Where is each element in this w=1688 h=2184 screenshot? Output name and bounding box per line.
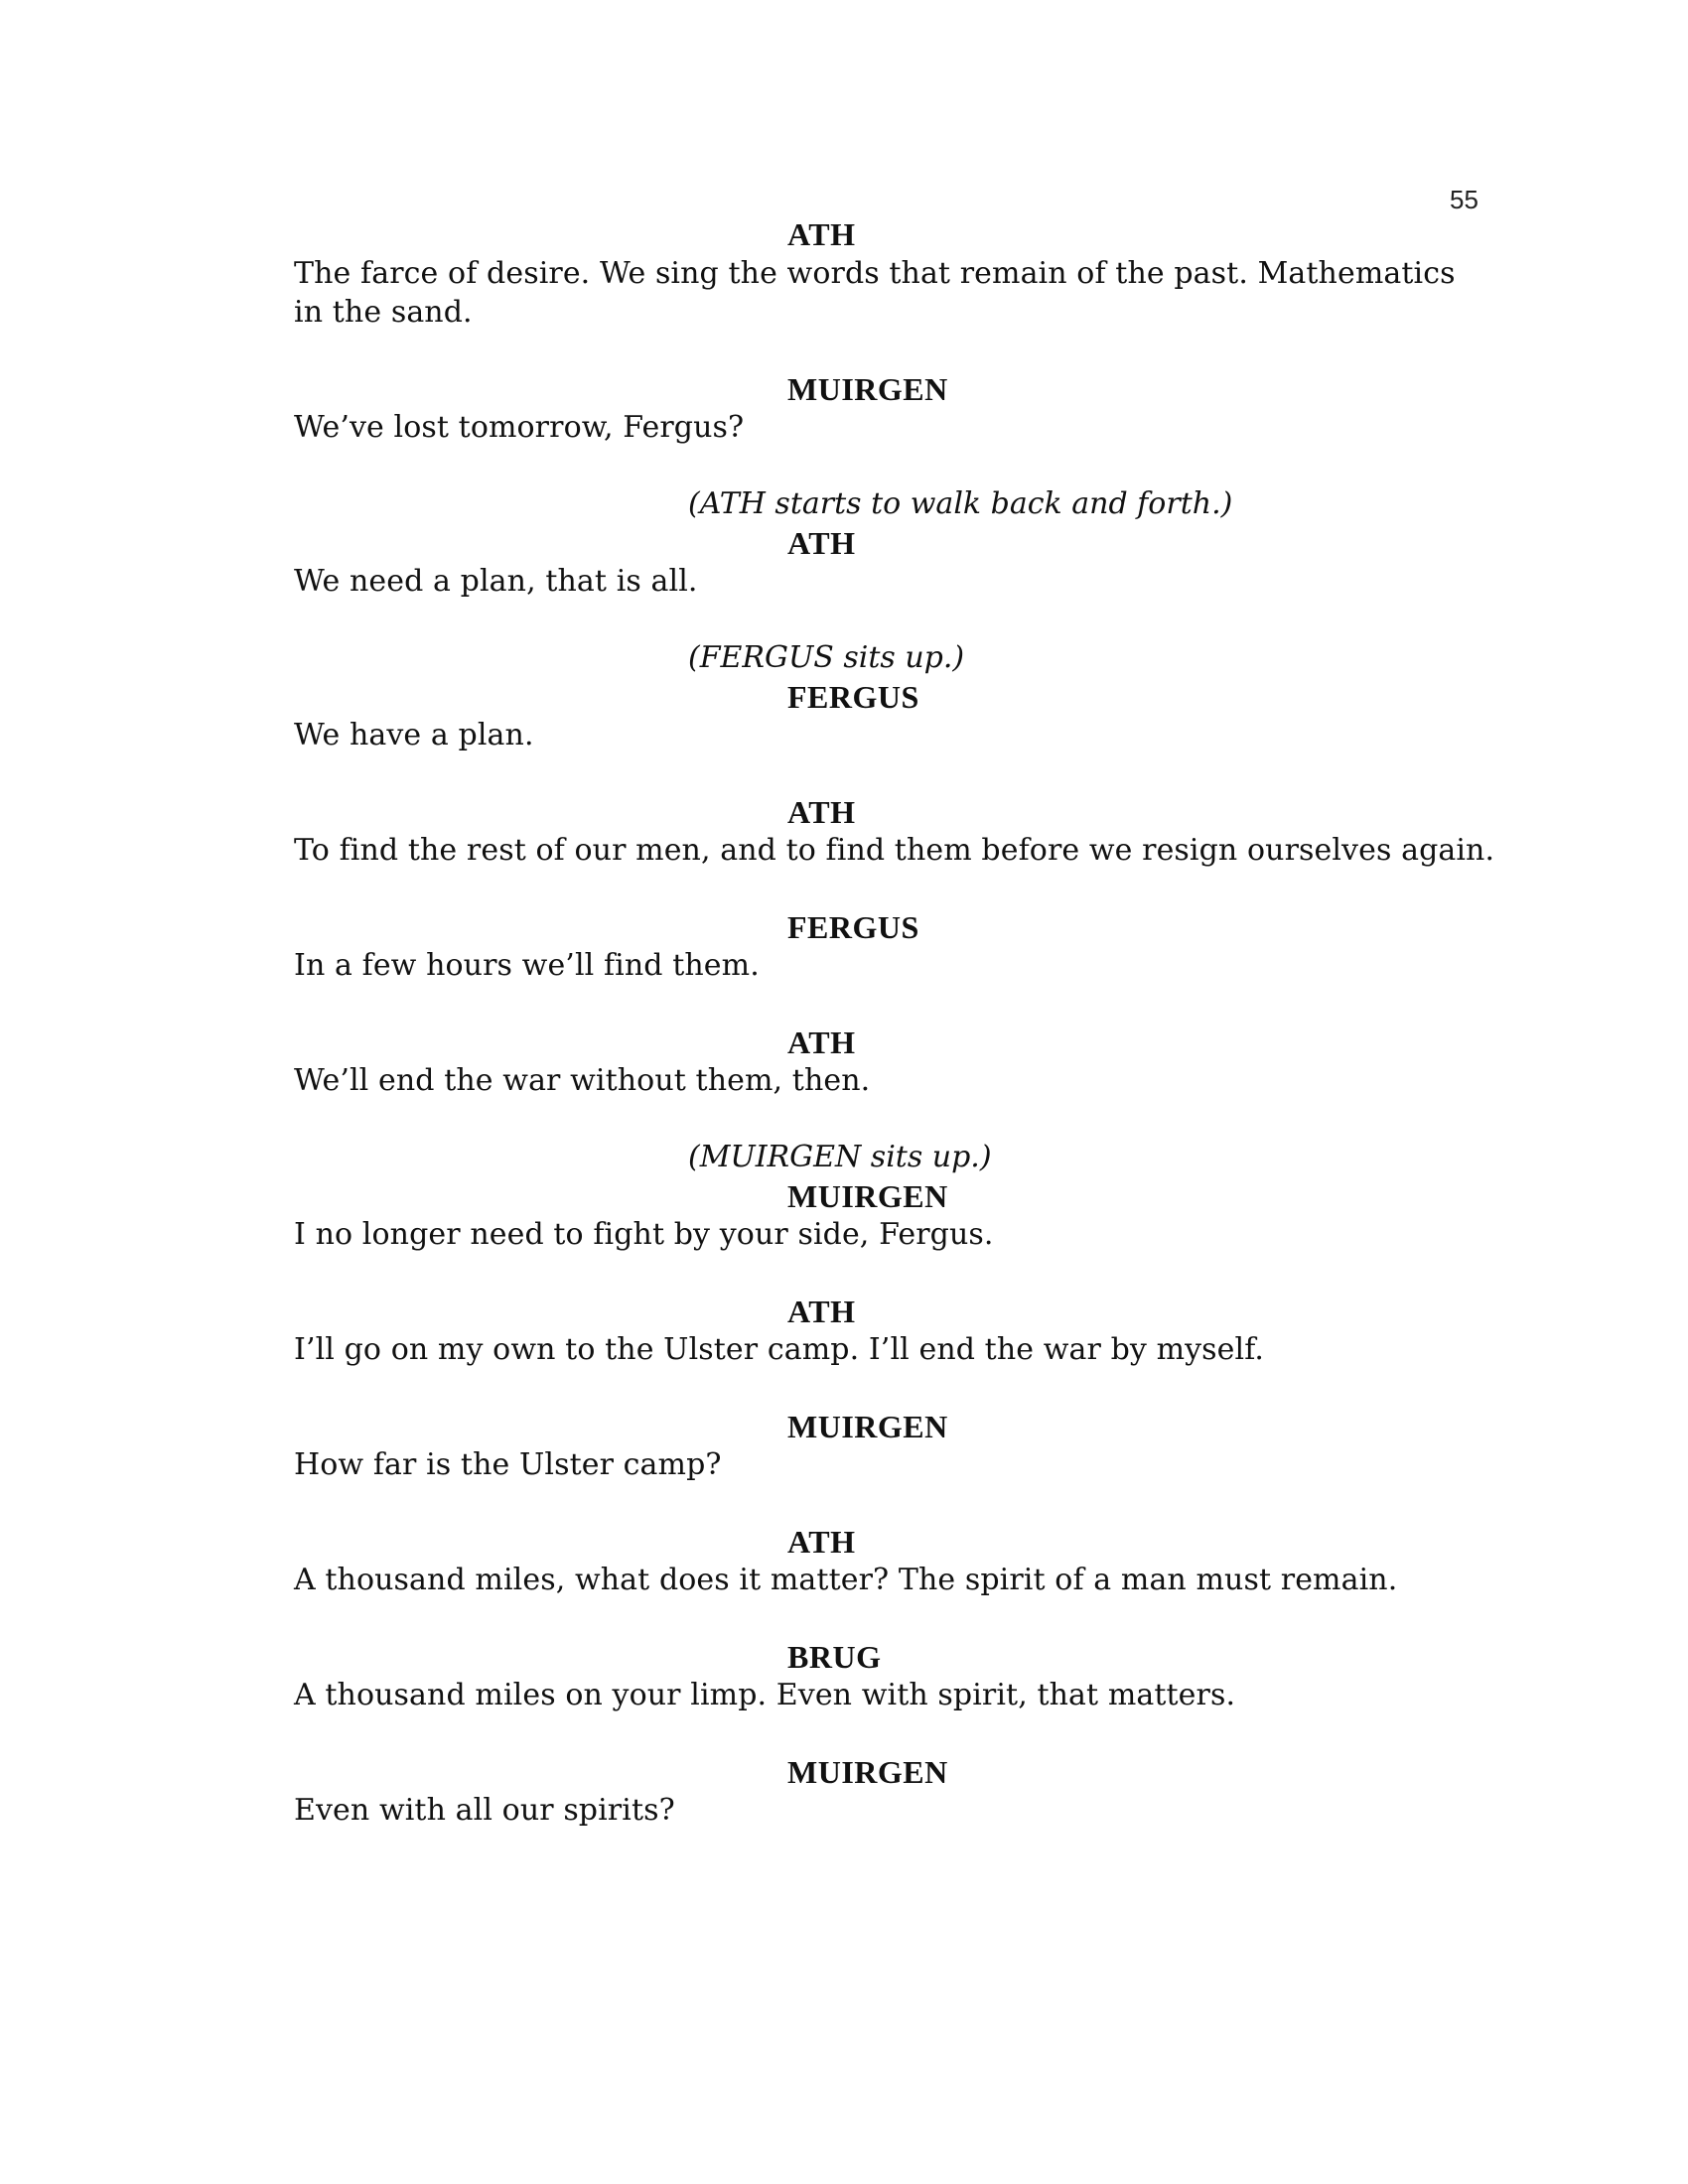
stage-direction: (FERGUS sits up.): [688, 640, 965, 675]
speaker-name: ATH: [787, 1294, 856, 1329]
speaker-name: FERGUS: [787, 909, 919, 945]
speaker-name: ATH: [787, 525, 856, 561]
speaker-name: ATH: [787, 1524, 856, 1560]
dialogue-line: The farce of desire. We sing the words that remain of the past. Mathematics in the sand.: [294, 256, 1456, 330]
speaker-name: ATH: [787, 216, 856, 252]
dialogue-line: How far is the Ulster camp?: [294, 1447, 722, 1482]
speaker-name: FERGUS: [787, 679, 919, 715]
speaker-name: MUIRGEN: [787, 1409, 948, 1444]
dialogue-line: I’ll go on my own to the Ulster camp. I’ll end the war by myself.: [294, 1332, 1264, 1367]
dialogue-line: We have a plan.: [294, 718, 534, 752]
speaker-name: MUIRGEN: [787, 1178, 948, 1214]
speaker-name: ATH: [787, 1024, 856, 1060]
dialogue-line: In a few hours we’ll find them.: [294, 948, 760, 983]
speaker-name: MUIRGEN: [787, 371, 948, 407]
dialogue-line: We’ve lost tomorrow, Fergus?: [294, 410, 745, 445]
speaker-name: ATH: [787, 794, 856, 830]
dialogue-line: To find the rest of our men, and to find them before we resign ourselves again.: [294, 833, 1495, 868]
dialogue-line: We need a plan, that is all.: [294, 564, 698, 599]
dialogue-line: I no longer need to fight by your side, Fergus.: [294, 1217, 994, 1252]
page-number: 55: [1450, 185, 1478, 214]
dialogue-line: A thousand miles on your limp. Even with spirit, that matters.: [294, 1678, 1236, 1712]
dialogue-line: We’ll end the war without them, then.: [294, 1063, 871, 1098]
dialogue-line: Even with all our spirits?: [294, 1793, 675, 1828]
dialogue-line: A thousand miles, what does it matter? The spirit of a man must remain.: [294, 1563, 1398, 1597]
stage-direction: (ATH starts to walk back and forth.): [688, 486, 1233, 521]
speaker-name: BRUG: [787, 1639, 882, 1675]
stage-direction: (MUIRGEN sits up.): [688, 1140, 992, 1174]
speaker-name: MUIRGEN: [787, 1754, 948, 1790]
